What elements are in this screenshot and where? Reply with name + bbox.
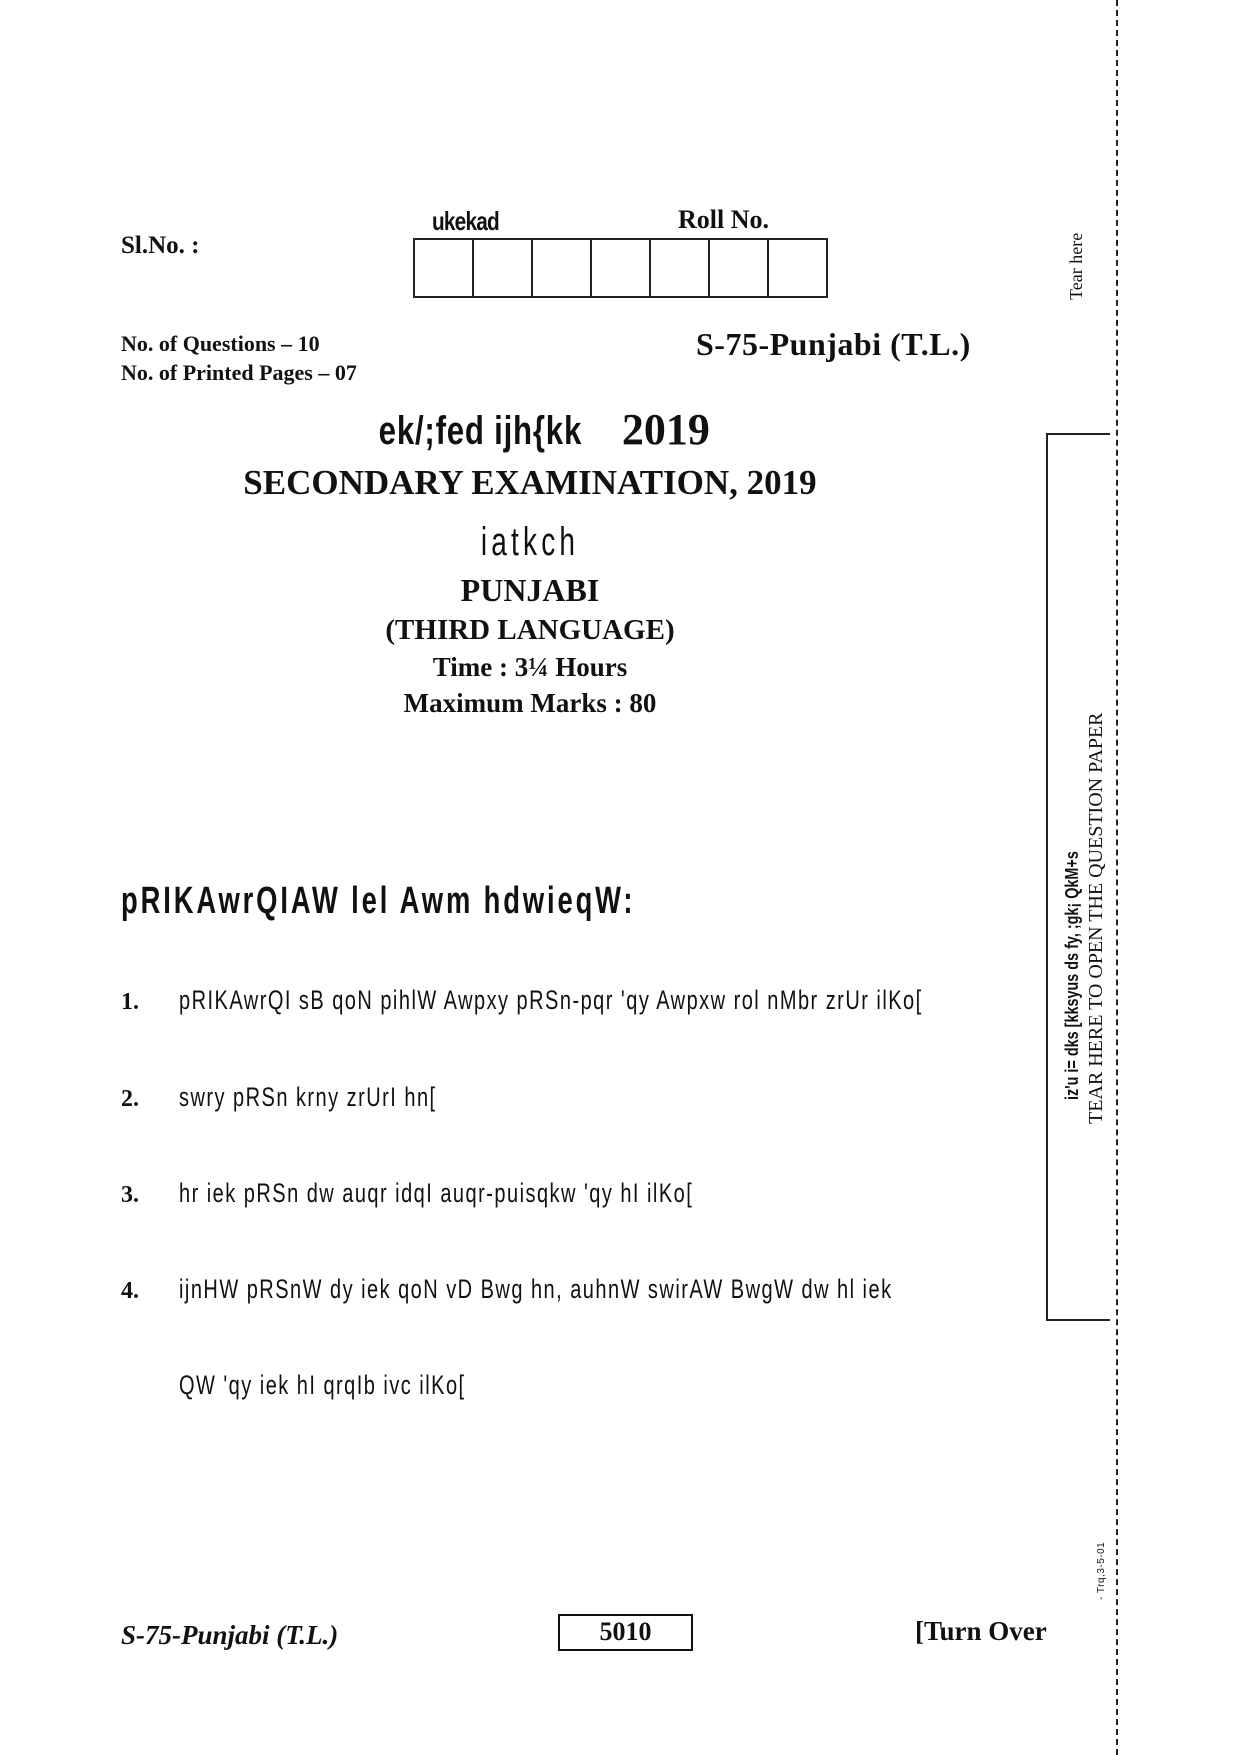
instruction-number: 1. bbox=[121, 989, 139, 1015]
instruction-text: pRIKAwrQI sB qoN pihlW Awpxy pRSn-pqr 'qy Awpxw rol nMbr zrUr ilKo[ bbox=[179, 985, 923, 1015]
roll-digit-box[interactable] bbox=[415, 240, 474, 296]
time-label: Time : 3¼ Hours bbox=[432, 652, 628, 682]
subject-title: PUNJABI bbox=[460, 572, 600, 608]
exam-title-year: 2019 bbox=[621, 405, 710, 454]
subject-hindi: iatkch bbox=[480, 520, 580, 564]
exam-title: SECONDARY EXAMINATION, 2019 bbox=[243, 463, 817, 502]
instruction-text: ijnHW pRSnW dy iek qoN vD Bwg hn, auhnW swirAW BwgW dw hl iek bbox=[179, 1274, 893, 1304]
roll-no-hindi-label: ukekad bbox=[432, 206, 499, 236]
num-questions: No. of Questions – 10 bbox=[121, 331, 320, 356]
instruction-text: swry pRSn krny zrUrI hn[ bbox=[179, 1082, 437, 1112]
tear-instruction-en: TEAR HERE TO OPEN THE QUESTION PAPER bbox=[1085, 712, 1107, 1124]
exam-title-hindi-text: ek/;fed ijh{kk bbox=[378, 409, 583, 453]
roll-digit-box[interactable] bbox=[592, 240, 651, 296]
tear-instruction-hindi: iz'u i= dks [kksyus ds fy, ;gk¡ QkM+s bbox=[1062, 851, 1082, 1100]
roll-number-boxes bbox=[413, 238, 828, 298]
instruction-number: 4. bbox=[121, 1278, 139, 1304]
tear-here-label: Tear here bbox=[1066, 232, 1086, 300]
instruction-item bbox=[121, 1082, 1021, 1113]
footer-serial-box: 5010 bbox=[558, 1614, 693, 1651]
roll-digit-box[interactable] bbox=[474, 240, 533, 296]
instruction-number: 2. bbox=[121, 1086, 139, 1112]
instruction-item bbox=[121, 1178, 1021, 1209]
instruction-text: hr iek pRSn dw auqr idqI auqr-puisqkw 'qy hI ilKo[ bbox=[179, 1178, 694, 1208]
instruction-item bbox=[121, 985, 1021, 1016]
paper-code: S-75-Punjabi (T.L.) bbox=[696, 326, 971, 362]
sl-no-label: Sl.No. : bbox=[121, 232, 200, 259]
num-pages: No. of Printed Pages – 07 bbox=[121, 360, 357, 385]
instruction-number: 3. bbox=[121, 1182, 139, 1208]
margin-small-note: - Trq,3-5-01 bbox=[1096, 1541, 1107, 1600]
exam-title-hindi bbox=[0, 404, 1060, 455]
instructions-heading: pRIKAwrQIAW lel Awm hdwieqW: bbox=[121, 880, 636, 922]
roll-no-label: Roll No. bbox=[678, 205, 769, 234]
instruction-item bbox=[121, 1274, 1021, 1305]
instruction-item-continued bbox=[121, 1370, 1021, 1401]
turn-over-label: [Turn Over bbox=[915, 1616, 1047, 1646]
language-label: (THIRD LANGUAGE) bbox=[385, 614, 675, 646]
max-marks-label: Maximum Marks : 80 bbox=[403, 688, 657, 718]
tear-dashed-line[interactable] bbox=[1116, 0, 1118, 1755]
roll-digit-box[interactable] bbox=[769, 240, 826, 296]
instruction-text: QW 'qy iek hI qrqIb ivc ilKo[ bbox=[179, 1370, 466, 1400]
paper-meta bbox=[121, 329, 357, 387]
footer-paper-code: S-75-Punjabi (T.L.) bbox=[121, 1620, 339, 1650]
roll-digit-box[interactable] bbox=[710, 240, 769, 296]
roll-digit-box[interactable] bbox=[533, 240, 592, 296]
roll-digit-box[interactable] bbox=[651, 240, 710, 296]
